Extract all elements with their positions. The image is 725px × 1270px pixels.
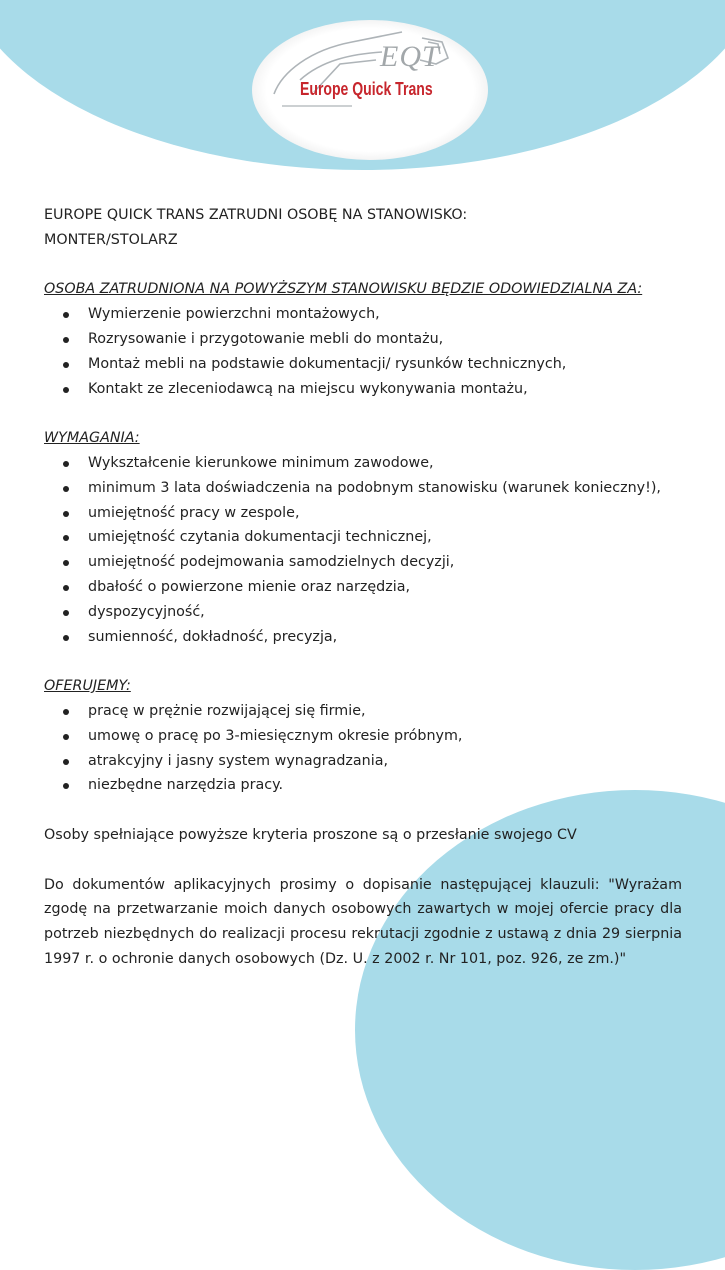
requirements-heading: WYMAGANIA: <box>44 430 140 447</box>
list-item <box>44 699 682 724</box>
list-item-text: umowę o pracę po 3-miesięcznym okresie próbnym, <box>88 727 463 744</box>
bullet-icon <box>63 585 69 591</box>
gdpr-clause: Do dokumentów aplikacyjnych prosimy o dopisanie następującej klauzuli: "Wyrażam zgodę na przetwarzanie moich danych osobowych zawartych w mojej ofercie pracy dla potrzeb niezbędnych do realizacji procesu rekrutacji zgodnie z ustawą z dnia 29 sierpnia 1997 r. o ochronie danych osobowych (Dz. U. z 2002 r. Nr 101, poz. 926, ze zm.)" <box>44 876 682 967</box>
list-item <box>44 327 682 352</box>
list-item-text: umiejętność pracy w zespole, <box>88 504 300 521</box>
job-offer-content <box>44 203 682 972</box>
list-item-text: umiejętność czytania dokumentacji technicznej, <box>88 529 432 546</box>
position-title: MONTER/STOLARZ <box>44 231 178 248</box>
list-item <box>44 625 682 650</box>
bullet-icon <box>63 337 69 343</box>
list-item <box>44 501 682 526</box>
bullet-icon <box>63 610 69 616</box>
bullet-icon <box>63 709 69 715</box>
list-item-text: umiejętność podejmowania samodzielnych decyzji, <box>88 554 455 571</box>
logo-initials: EQT <box>380 40 440 73</box>
offer-list <box>44 699 682 798</box>
company-logo <box>252 20 488 160</box>
bullet-icon <box>63 560 69 566</box>
list-item <box>44 724 682 749</box>
list-item-text: Montaż mebli na podstawie dokumentacji/ rysunków technicznych, <box>88 355 567 372</box>
list-item-text: Wymierzenie powierzchni montażowych, <box>88 306 380 323</box>
responsibilities-list <box>44 302 682 401</box>
bullet-icon <box>63 783 69 789</box>
list-item <box>44 575 682 600</box>
list-item-text: Kontakt ze zleceniodawcą na miejscu wykonywania montażu, <box>88 380 528 397</box>
bullet-icon <box>63 312 69 318</box>
list-item-text: dyspozycyjność, <box>88 603 205 620</box>
bullet-icon <box>63 759 69 765</box>
bullet-icon <box>63 635 69 641</box>
requirements-list <box>44 451 682 649</box>
list-item <box>44 525 682 550</box>
list-item-text: niezbędne narzędzia pracy. <box>88 777 284 794</box>
offer-heading: OFERUJEMY: <box>44 678 131 695</box>
list-item-text: sumienność, dokładność, precyzja, <box>88 628 338 645</box>
bullet-icon <box>63 511 69 517</box>
list-item <box>44 451 682 476</box>
list-item-text: atrakcyjny i jasny system wynagradzania, <box>88 752 389 769</box>
bullet-icon <box>63 734 69 740</box>
list-item-text: pracę w prężnie rozwijającej się firmie, <box>88 702 366 719</box>
list-item <box>44 352 682 377</box>
bullet-icon <box>63 362 69 368</box>
list-item <box>44 550 682 575</box>
bullet-icon <box>63 486 69 492</box>
bullet-icon <box>63 535 69 541</box>
header-line: EUROPE QUICK TRANS ZATRUDNI OSOBĘ NA STANOWISKO: <box>44 207 468 223</box>
list-item <box>44 749 682 774</box>
list-item-text: dbałość o powierzone mienie oraz narzędzia, <box>88 578 411 595</box>
list-item <box>44 773 682 798</box>
apply-instructions: Osoby spełniające powyższe kryteria proszone są o przesłanie swojego CV <box>44 826 577 843</box>
list-item <box>44 302 682 327</box>
list-item <box>44 600 682 625</box>
list-item <box>44 476 682 501</box>
responsibilities-heading: OSOBA ZATRUDNIONA NA POWYŻSZYM STANOWISKU BĘDZIE ODOWIEDZIALNA ZA: <box>44 281 643 298</box>
logo-company-name: Europe Quick Trans <box>300 79 433 99</box>
list-item <box>44 377 682 402</box>
list-item-text: Wykształcenie kierunkowe minimum zawodowe, <box>88 454 434 471</box>
list-item-text: minimum 3 lata doświadczenia na podobnym stanowisku (warunek konieczny!), <box>88 479 661 496</box>
list-item-text: Rozrysowanie i przygotowanie mebli do montażu, <box>88 330 444 347</box>
bullet-icon <box>63 387 69 393</box>
bullet-icon <box>63 461 69 467</box>
